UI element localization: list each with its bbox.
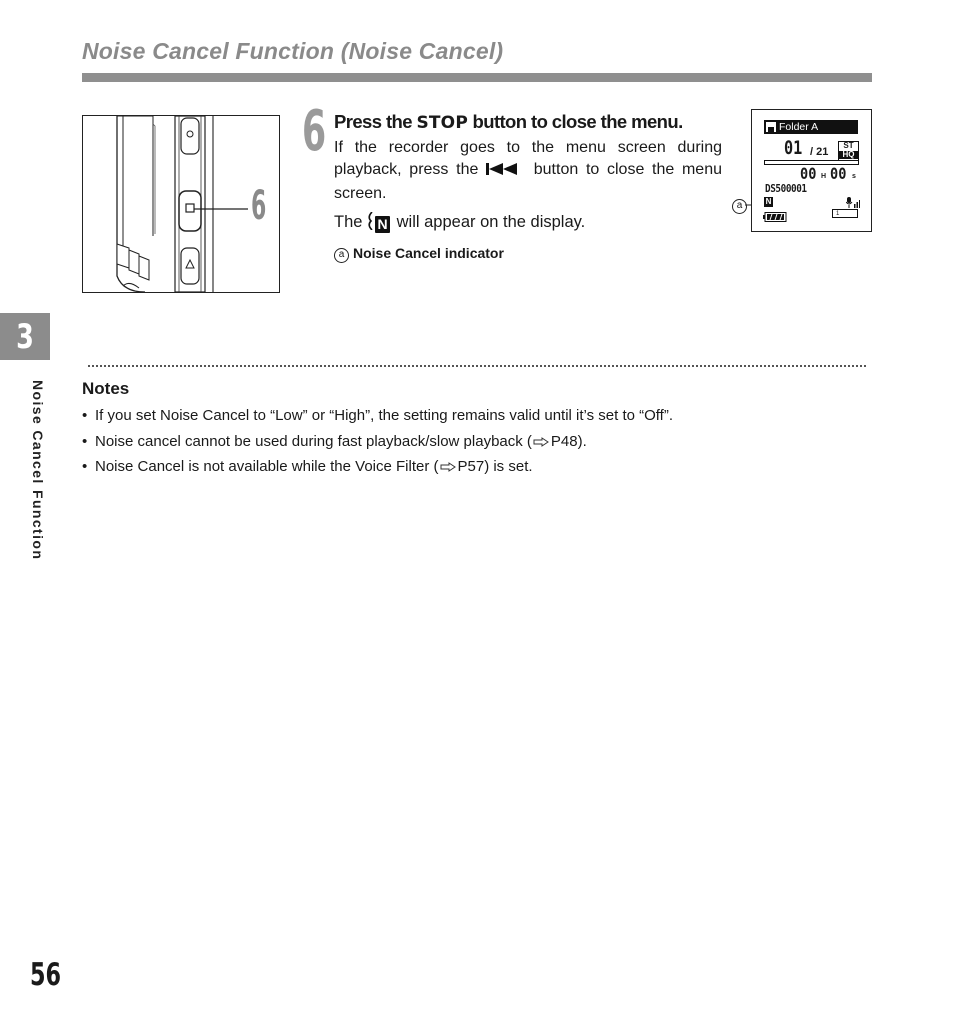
step-body-part2: button to close the menu screen. [334,161,723,202]
noise-cancel-indicator-icon [367,213,392,231]
lcd-mode-top: ST [843,141,854,150]
lcd-record-mode [838,141,859,161]
battery-icon [763,209,787,227]
pointing-hand-icon [533,432,549,453]
pointing-hand-icon [440,457,456,478]
lcd-file-total: / 21 [810,146,829,158]
lcd-time-h-unit: H [821,173,827,180]
step-result-suffix: will appear on the display. [392,213,586,231]
folder-icon [766,122,776,132]
step-heading-suffix: button to close the menu. [468,111,683,132]
lcd-file-number: 01 [784,137,803,159]
page-number: 56 [30,957,62,993]
lcd-callout-letter: a [732,199,747,214]
step-result-prefix: The [334,213,368,231]
device-illustration [82,115,280,293]
note-page-reference[interactable]: P48). [550,432,587,450]
lcd-folder-name: Folder A [779,121,819,133]
step-result [334,212,585,233]
chapter-number: 3 [16,317,34,357]
notes-heading: Notes [82,379,130,398]
callout-caption [334,245,504,263]
title-rule [82,73,872,82]
illustration-step-label: 6 [251,183,267,229]
note-text-prefix: Noise Cancel is not available while the Voice Filter ( [95,458,439,475]
lcd-mode-bottom: HQ [839,151,858,159]
chapter-side-label: Noise Cancel Function [30,380,46,561]
list-item [82,456,872,482]
stop-button-label: STOP [416,113,468,133]
lcd-filename: DS500001 [765,182,807,195]
note-page-reference[interactable]: P57) is set. [457,458,533,475]
notes-divider [88,365,866,367]
list-item [82,405,872,431]
step-number: 6 [302,99,327,164]
lcd-index-mark: 1 [832,209,858,218]
step-heading [334,111,683,133]
note-text: If you set Noise Cancel to “Low” or “High”, the setting remains valid until it’s set to “Off”. [95,407,674,424]
lcd-display [751,109,872,232]
lcd-time-hours: 00 [800,164,817,183]
lcd-time-s-unit: s [852,173,856,180]
lcd-noise-cancel-indicator: N [765,197,772,206]
step-instructions [334,137,722,205]
callout-marker: a [334,248,349,263]
step-heading-prefix: Press the [334,111,417,132]
callout-label: Noise Cancel indicator [353,245,504,261]
recorder-body-drawing [83,116,279,292]
lcd-time-minutes: 00 [830,164,847,183]
list-item [82,431,872,457]
note-text-prefix: Noise cancel cannot be used during fast playback/slow playback ( [95,432,532,450]
noise-cancel-n-badge: N [375,216,390,233]
notes-list [82,405,872,482]
step-body-part1: If the recorder goes to the menu screen during playback, press the [334,139,722,178]
skip-back-icon [486,161,526,183]
section-title: Noise Cancel Function (Noise Cancel) [82,38,504,64]
